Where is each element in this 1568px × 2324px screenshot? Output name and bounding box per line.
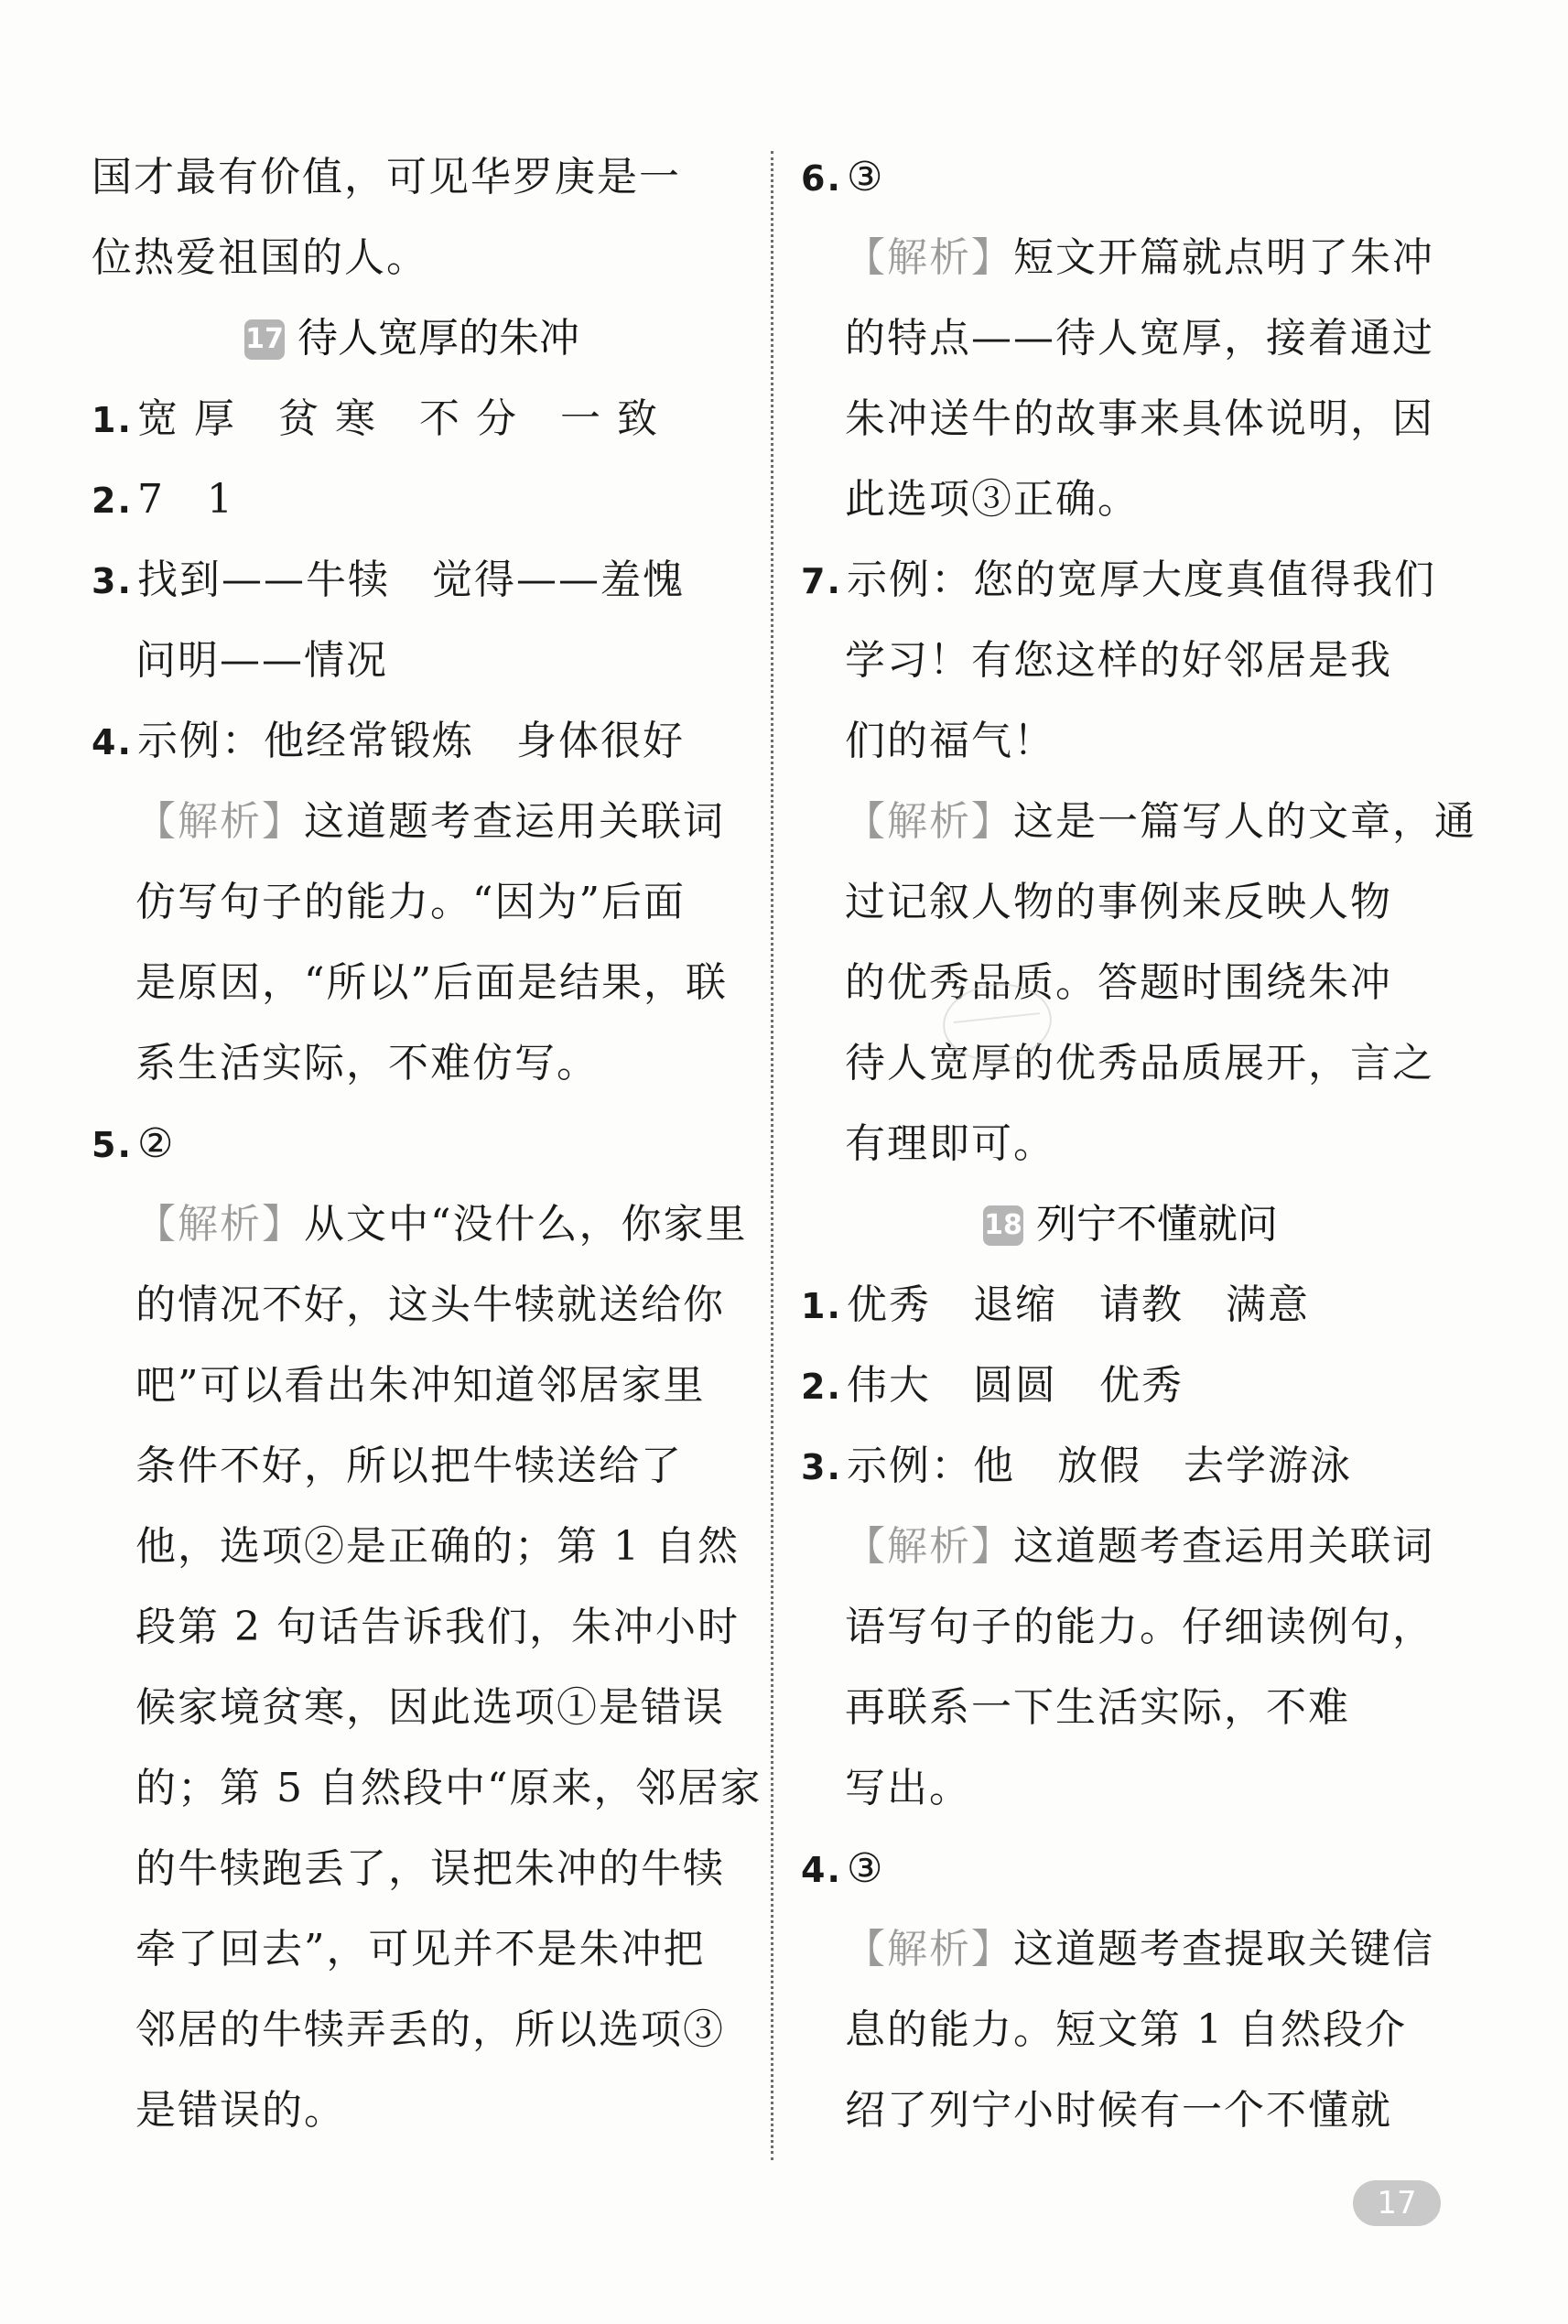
section-18-title [801, 1184, 1460, 1265]
analysis-line: 有理即可。 [845, 1120, 1055, 1167]
analysis-line: 的；第 5 自然段中“原来，邻居家 [135, 1765, 762, 1811]
question-number: 6. [801, 158, 842, 199]
analysis-line: 牵了回去”，可见并不是朱冲把 [135, 1926, 706, 1973]
answer-text: ② [137, 1120, 176, 1167]
question-number: 3. [801, 1447, 842, 1487]
answer-item [801, 1829, 1460, 1909]
analysis-line [801, 782, 1476, 862]
question-number: 3. [92, 561, 133, 601]
analysis-line [92, 782, 732, 862]
analysis-line: 系生活实际，不难仿写。 [135, 1040, 599, 1086]
text-line: 国才最有价值，可见华罗庚是一 [92, 154, 681, 200]
answer-text: ③ [847, 1845, 885, 1892]
question-number: 2. [92, 481, 133, 521]
right-column [801, 137, 1476, 2151]
answer-text: 7 1 [137, 476, 234, 523]
analysis-tag: 【解析】 [135, 1201, 304, 1248]
analysis-tag: 【解析】 [845, 798, 1013, 845]
answer-item [92, 540, 732, 621]
analysis-line: 仿写句子的能力。“因为”后面 [135, 879, 686, 925]
analysis-text: 这道题考查运用关联词 [1013, 1523, 1434, 1570]
question-number: 4. [801, 1850, 842, 1890]
analysis-line: 是错误的。 [135, 2087, 346, 2134]
analysis-line: 的牛犊跑丢了，误把朱冲的牛犊 [135, 1845, 725, 1892]
section-title-text: 列宁不懂就问 [1036, 1201, 1278, 1248]
question-number: 2. [801, 1367, 842, 1407]
question-number: 4. [92, 722, 133, 762]
answer-text: 找到——牛犊 觉得——羞愧 [137, 557, 685, 603]
analysis-text: 这道题考查运用关联词 [304, 798, 725, 845]
answer-item [801, 1426, 1460, 1507]
analysis-line: 过记叙人物的事例来反映人物 [845, 879, 1392, 925]
analysis-line: 朱冲送牛的故事来具体说明，因 [845, 395, 1434, 442]
analysis-line: 待人宽厚的优秀品质展开，言之 [845, 1040, 1434, 1086]
analysis-text: 从文中“没什么，你家里 [304, 1201, 748, 1248]
answer-text: 优秀 退缩 请教 满意 [847, 1281, 1310, 1328]
section-17-title [92, 298, 732, 379]
section-number-badge: 17 [244, 319, 285, 360]
section-number-badge: 18 [983, 1205, 1023, 1246]
analysis-line: 息的能力。短文第 1 自然段介 [845, 2006, 1407, 2053]
answer-text: 示例：他 放假 去学游泳 [847, 1443, 1352, 1489]
answer-text: ③ [847, 154, 885, 200]
analysis-tag: 【解析】 [135, 798, 304, 845]
answer-text: 示例：他经常锻炼 身体很好 [137, 718, 685, 764]
question-number: 1. [92, 400, 133, 440]
answer-item [92, 701, 732, 782]
analysis-line: 写出。 [845, 1765, 971, 1811]
analysis-tag: 【解析】 [845, 1926, 1013, 1973]
analysis-line: 邻居的牛犊弄丢的，所以选项③ [135, 2006, 725, 2053]
answer-item [92, 379, 732, 459]
analysis-text: 短文开篇就点明了朱冲 [1013, 234, 1434, 281]
column-divider [771, 151, 773, 2160]
analysis-line: 是原因，“所以”后面是结果，联 [135, 959, 728, 1006]
answer-text: 伟大 圆圆 优秀 [847, 1362, 1184, 1409]
answer-item [801, 540, 1460, 621]
answer-continuation: 学习！有您这样的好邻居是我 [845, 637, 1392, 684]
question-number: 1. [801, 1286, 842, 1326]
analysis-line: 吧”可以看出朱冲知道邻居家里 [135, 1362, 706, 1409]
section-title-text: 待人宽厚的朱冲 [297, 315, 579, 362]
analysis-line: 的情况不好，这头牛犊就送给你 [135, 1281, 725, 1328]
analysis-line: 候家境贫寒，因此选项①是错误 [135, 1684, 725, 1731]
answer-item [801, 1265, 1460, 1346]
analysis-line: 再联系一下生活实际，不难 [845, 1684, 1350, 1731]
answer-item [801, 137, 1460, 218]
analysis-line: 段第 2 句话告诉我们，朱冲小时 [135, 1604, 740, 1650]
analysis-line: 此选项③正确。 [845, 476, 1140, 523]
answer-text: 示例：您的宽厚大度真值得我们 [847, 557, 1436, 603]
question-number: 7. [801, 561, 842, 601]
analysis-line [92, 1184, 748, 1265]
analysis-tag: 【解析】 [845, 1523, 1013, 1570]
text-line: 位热爱祖国的人。 [92, 234, 428, 281]
analysis-tag: 【解析】 [845, 234, 1013, 281]
question-number: 5. [92, 1125, 133, 1165]
analysis-line [801, 218, 1460, 298]
answer-text: 宽 厚 贫 寒 不 分 一 致 [137, 395, 659, 442]
answer-item [801, 1346, 1460, 1426]
analysis-line: 的优秀品质。答题时围绕朱冲 [845, 959, 1392, 1006]
analysis-line: 语写句子的能力。仔细读例句， [845, 1604, 1434, 1650]
answer-item [92, 1104, 732, 1184]
answer-continuation: 问明——情况 [135, 637, 388, 684]
page-number-badge: 17 [1353, 2180, 1441, 2226]
answer-item [92, 459, 732, 540]
analysis-line: 他，选项②是正确的；第 1 自然 [135, 1523, 740, 1570]
analysis-line: 绍了列宁小时候有一个不懂就 [845, 2087, 1392, 2134]
analysis-line: 的特点——待人宽厚，接着通过 [845, 315, 1434, 362]
analysis-line [801, 1909, 1460, 1990]
analysis-text: 这道题考查提取关键信 [1013, 1926, 1434, 1973]
analysis-text: 这是一篇写人的文章，通 [1013, 798, 1476, 845]
analysis-line: 条件不好，所以把牛犊送给了 [135, 1443, 683, 1489]
answer-continuation: 们的福气！ [845, 718, 1055, 764]
left-column [92, 137, 762, 2151]
analysis-line [801, 1507, 1460, 1587]
